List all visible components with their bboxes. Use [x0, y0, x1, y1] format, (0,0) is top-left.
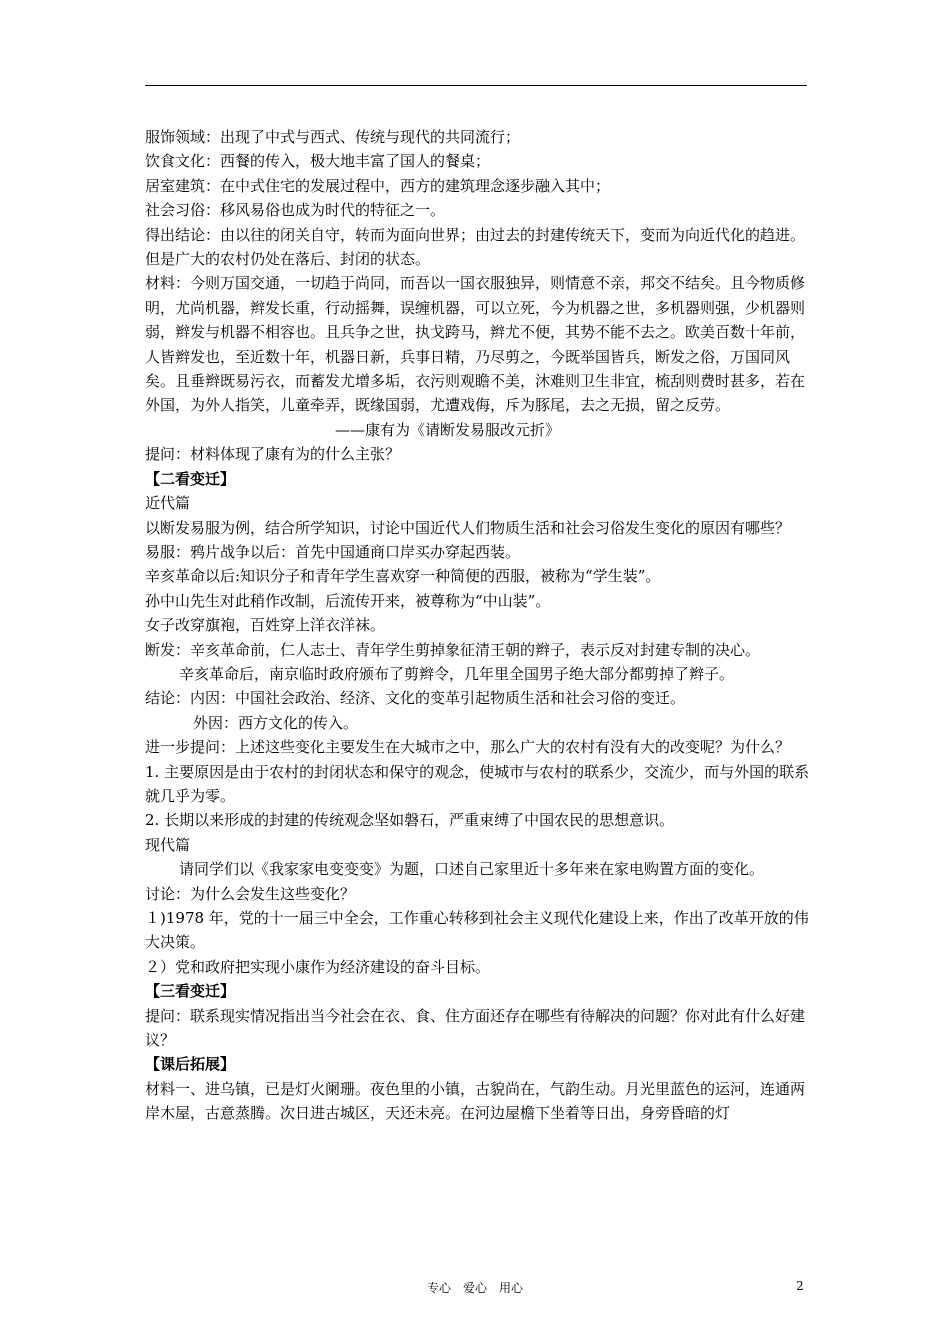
section-heading: 【二看变迁】 — [145, 469, 236, 488]
paragraph: 女子改穿旗袍，百姓穿上洋衣洋袜。 — [145, 616, 386, 635]
section-heading: 【三看变迁】 — [145, 982, 236, 1001]
document-body — [145, 125, 813, 1126]
paragraph: 材料：今则万国交通，一切趋于尚同，而吾以一国衣服独异，则情意不亲，邦交不结矣。且今物质修明，尤尚机器，辫发长重，行动摇舞，误缠机器，可以立死，今为机器之世，多机器则强，少机器则弱，辫发与机器不相容也。且兵争之世，执戈跨马，辫尤不便，其势不能不去之。欧美百数十年前，人皆辫发也，至近数十年，机器日新，兵事日精，乃尽剪之，今既举国皆兵，断发之俗，万国同风矣。且垂辫既易污衣，而蓄发尤增多垢，衣污则观瞻不美，沐难则卫生非宜，梳刮则费时甚多，若在外国，为外人指笑，儿童牵弄，既缘国弱，尤遭戏侮，斥为豚尾，去之无损，留之反劳。 — [145, 274, 806, 415]
paragraph: 提问：联系现实情况指出当今社会在衣、食、住方面还存在哪些有待解决的问题？你对此有什么好建议？ — [145, 1006, 806, 1050]
paragraph: 饮食文化：西餐的传入，极大地丰富了国人的餐桌； — [145, 152, 491, 171]
paragraph: ——康有为《请断发易服改元折》 — [335, 420, 561, 439]
paragraph: 辛亥革命后，南京临时政府颁布了剪辫令，几年里全国男子绝大部分都剪掉了辫子。 — [179, 664, 735, 683]
paragraph: 得出结论：由以往的闭关自守，转而为面向世界；由过去的封建传统天下，变而为向近代化的趋进。但是广大的农村仍处在落后、封闭的状态。 — [145, 225, 806, 269]
paragraph: 近代篇 — [145, 494, 191, 513]
section-heading: 【课后拓展】 — [145, 1055, 236, 1074]
page-number: 2 — [796, 1279, 804, 1293]
paragraph: 提问：材料体现了康有为的什么主张？ — [145, 445, 401, 464]
paragraph: １)1978 年，党的十一届三中全会，工作重心转移到社会主义现代化建设上来，作出了改革开放的伟大决策。 — [145, 909, 809, 952]
paragraph: 请同学们以《我家家电变变变》为题，口述自己家里近十多年来在家电购置方面的变化。 — [179, 860, 765, 879]
paragraph: ２）党和政府把实现小康作为经济建设的奋斗目标。 — [145, 957, 491, 976]
paragraph: 易服：鸦片战争以后：首先中国通商口岸买办穿起西装。 — [145, 542, 521, 561]
paragraph: 2. 长期以来形成的封建的传统观念坚如磐石，严重束缚了中国农民的思想意识。 — [145, 811, 675, 830]
paragraph: 现代篇 — [145, 835, 191, 854]
paragraph: 结论：内因：中国社会政治、经济、文化的变革引起物质生活和社会习俗的变迁。 — [145, 689, 686, 708]
paragraph: 材料一、进乌镇，已是灯火阑珊。夜色里的小镇，古貌尚在，气韵生动。月光里蓝色的运河，连通两岸木屋，古意蒸腾。次日进古城区，天还未亮。在河边屋檐下坐着等日出，身旁昏暗的灯 — [145, 1079, 806, 1123]
paragraph: 以断发易服为例，结合所学知识，讨论中国近代人们物质生活和社会习俗发生变化的原因有哪些？ — [145, 518, 791, 537]
paragraph: 外因：西方文化的传入。 — [193, 713, 359, 732]
paragraph: 进一步提问：上述这些变化主要发生在大城市之中，那么广大的农村有没有大的改变呢？为什么？ — [145, 738, 791, 757]
header-rule — [145, 85, 807, 86]
paragraph: 1. 主要原因是由于农村的封闭状态和保守的观念，使城市与农村的联系少，交流少，而与外国的联系就几乎为零。 — [145, 762, 810, 805]
paragraph: 社会习俗：移风易俗也成为时代的特征之一。 — [145, 201, 446, 220]
paragraph: 辛亥革命以后:知识分子和青年学生喜欢穿一种简便的西服，被称为“学生装”。 — [145, 567, 661, 586]
footer-motto: 专心 爱心 用心 — [426, 1281, 523, 1295]
paragraph: 居室建筑：在中式住宅的发展过程中，西方的建筑理念逐步融入其中； — [145, 176, 611, 195]
paragraph: 断发：辛亥革命前，仁人志士、青年学生剪掉象征清王朝的辫子，表示反对封建专制的决心。 — [145, 640, 761, 659]
paragraph: 孙中山先生对此稍作改制，后流传开来，被尊称为“中山装”。 — [145, 591, 551, 610]
paragraph: 服饰领域：出现了中式与西式、传统与现代的共同流行； — [145, 128, 521, 146]
paragraph: 讨论：为什么会发生这些变化？ — [145, 884, 356, 903]
